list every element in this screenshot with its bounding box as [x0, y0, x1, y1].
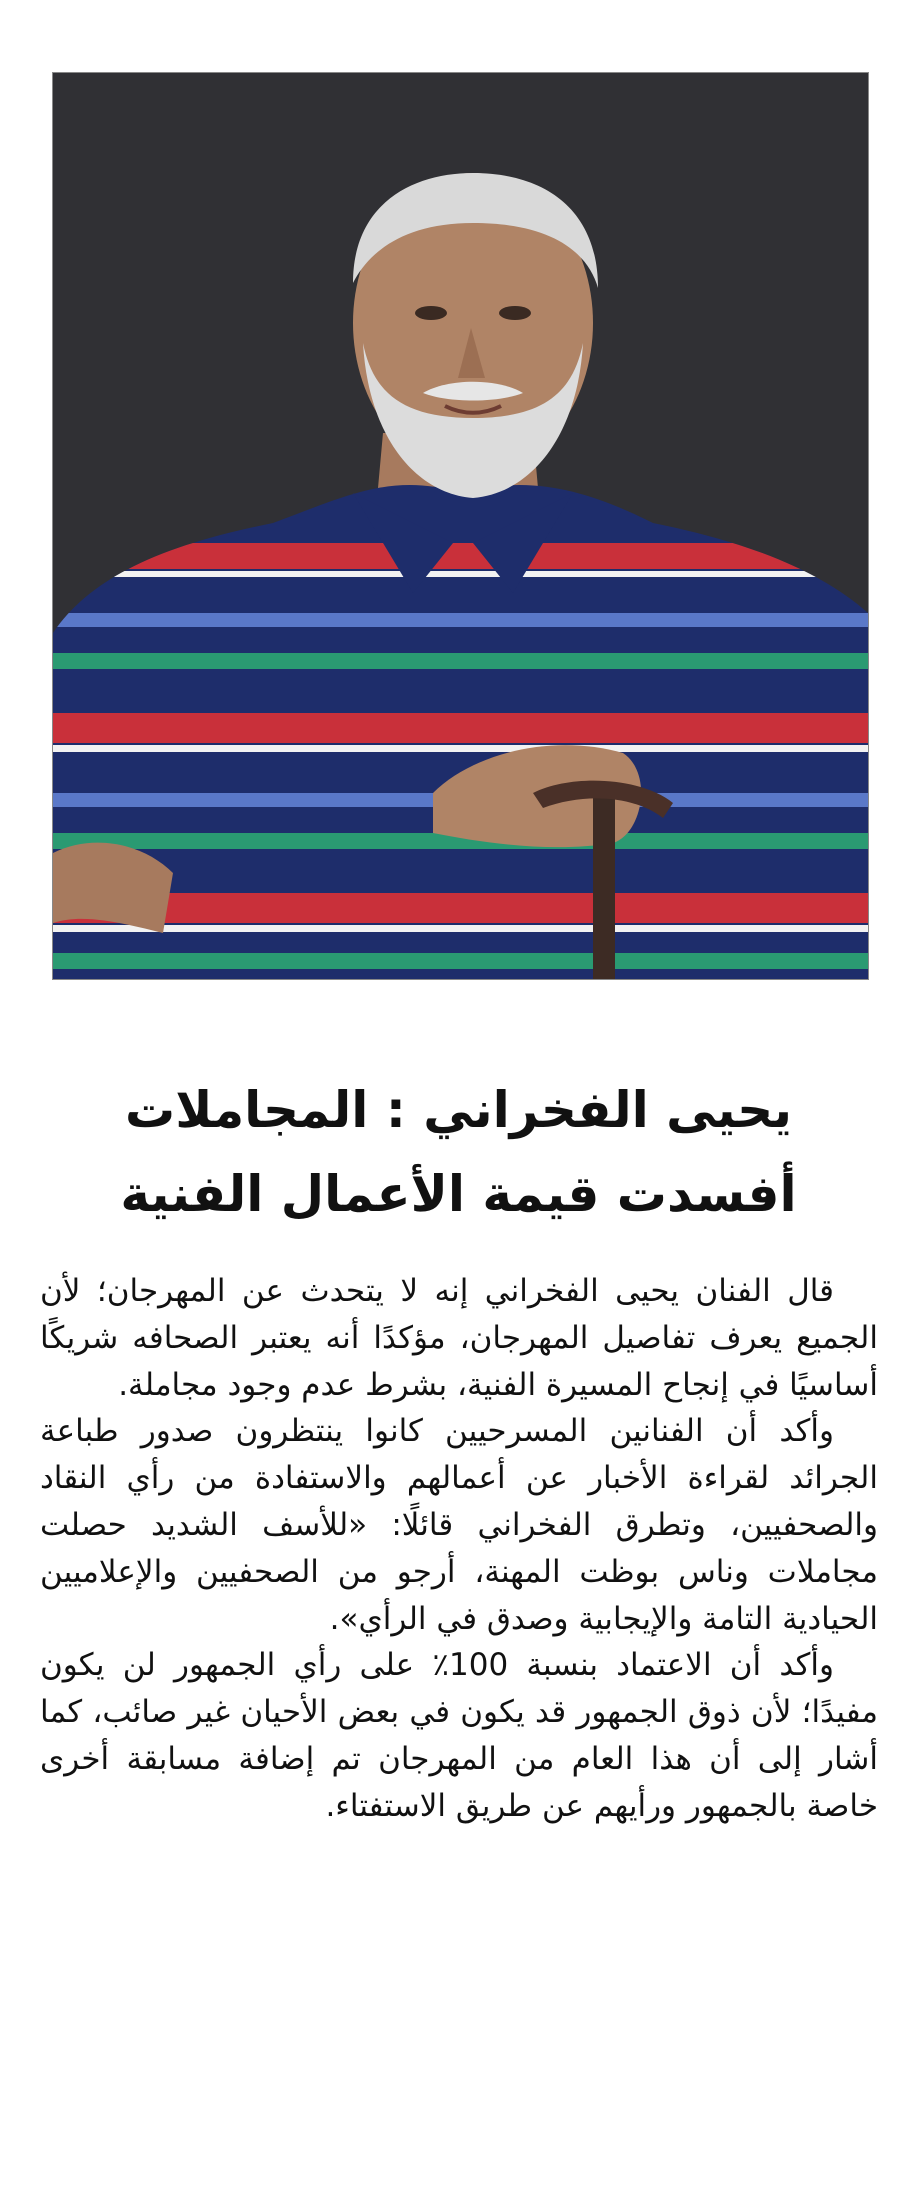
paragraph-3: وأكد أن الاعتماد بنسبة 100٪ على رأي الجمهور لن يكون مفيدًا؛ لأن ذوق الجمهور قد يكون في بعض الأحيان غير صائب، كما أشار إلى أن هذا العام من المهرجان تم إضافة مسابقة أخرى خاصة بالجمهور ورأيهم عن طريق الاستفتاء.	[40, 1647, 878, 1824]
headline-line-2: أفسدت قيمة الأعمال الفنية	[120, 1165, 797, 1223]
paragraph-1: قال الفنان يحيى الفخراني إنه لا يتحدث عن المهرجان؛ لأن الجميع يعرف تفاصيل المهرجان، مؤكدًا أنه يعتبر الصحافه شريكًا أساسيًا في إنجاح المسيرة الفنية، بشرط عدم وجود مجاملة.	[40, 1273, 878, 1403]
portrait-illustration	[53, 73, 868, 979]
article-body	[40, 1268, 878, 1830]
striped-shirt	[53, 473, 868, 979]
headline-line-1: يحيى الفخراني : المجاملات	[125, 1081, 792, 1139]
article-photo	[52, 72, 869, 980]
headline	[60, 1068, 857, 1236]
paragraph-2: وأكد أن الفنانين المسرحيين كانوا ينتظرون صدور طباعة الجرائد لقراءة الأخبار عن أعمالهم والاستفادة من رأي النقاد والصحفيين، وتطرق الفخراني قائلًا: «للأسف الشديد حصلت مجاملات وناس بوظت المهنة، أرجو من الصحفيين والإعلاميين الحيادية التامة والإيجابية وصدق في الرأي».	[40, 1413, 878, 1637]
